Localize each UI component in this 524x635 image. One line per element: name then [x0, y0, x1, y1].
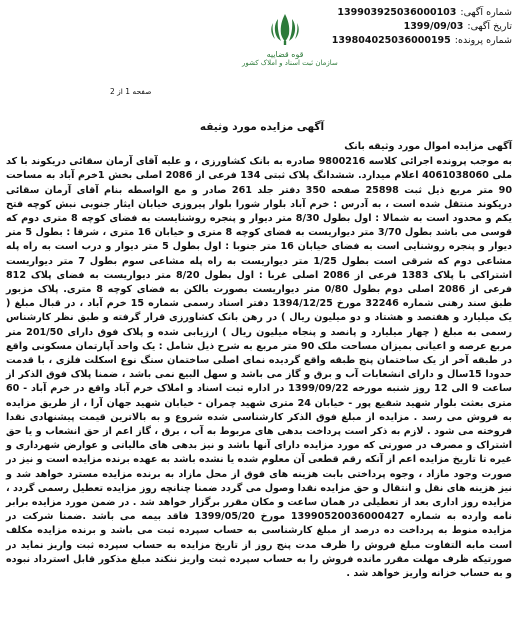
logo-caption-judiciary: قوه قضاییه: [266, 50, 304, 59]
notice-heading: آگهی مزایده اموال مورد وثیقه بانک: [344, 141, 512, 152]
page-number: صفحه 1 از 2: [110, 87, 152, 96]
notice-title: آگهی مزایده مورد وثیقه: [199, 121, 325, 133]
iran-emblem-icon: [265, 8, 305, 48]
logo-caption-registry: سازمان ثبت اسناد و املاک کشور: [242, 59, 338, 67]
file-number-label: شماره پرونده:: [454, 35, 512, 46]
ad-date-value: 1399/09/03: [403, 21, 464, 32]
ad-number-value: 139903925036000103: [337, 7, 457, 18]
file-number-value: 139804025036000195: [331, 35, 451, 46]
notice-body: به موجب پرونده اجرائی کلاسه 9800216 صادره به بانک کشاورزی ، و علیه آقای آرمان سقائی دریکوند با کد ملی 4061038060 اعلام میدارد. ششدانگ پلاک ثبتی 134 فرعی از 2086 اصلی بخش 1خرم آباد به مساحت 90 متر مربع ذیل ثبت 25898 صفحه 350 دفتر جلد 261 صادر و مع الواسطه بنام آقای آرمان سقائی دریکوند منتقل شده است ، به آدرس : خرم آباد بلوار شورا بلوار پیروزی خیابان ایثار جنوبی نبش کوچه فتح یکم و محدود است به شمالا : اول بطول 8/30 متر دیوار و پنجره روشنایست به فضای کوچه 8 متری دوم که قوسی می باشد بطول 3/70 متر دیواریست به فضای کوچه 8 متری و خیابان 16 متری ، شرقا : بطول 5 متر دیوار و پنجره روشنایی است به فضای خیابان 16 متر جنوبا : اول بطول 5 متر دیوار و درب است به راه پله مشاعی دوم که شرقی است بطول 1/25 متر دیواریست به راه پله مشاعی سوم بطول 7 متر دیواریست اشتراکی با پلاک 1383 فرعی از 2086 اصلی غربا : اول بطول 8/20 متر دیواریست به فضای پلاک 812 فرعی از 2086 اصلی دوم بطول 0/80 متر دیواریست بصورت بالکن به فضای کوچه 8 متری. پلاک مزبور طبق سند رهنی شماره 32246 مورخ 1394/12/25 دفتر اسناد رسمی شماره 15 خرم آباد ، در قبال مبلغ ( یک میلیارد و هفتصد و هشتاد و دو میلیون ریال ) در رهن بانک کشاورزی قرار گرفته و طبق نظر کارشناس رسمی به مبلغ ( چهار میلیارد و پانصد و پنجاه میلیون ریال ) ارزیابی شده و پلاک فوق دارای 201/50 متر مربع عرصه و اعیانی بمیزان مساحت ملک 90 متر مربع به شرح ذیل شامل : یک واحد آپارتمان مسکونی واقع در طبقه آخر از یک ساختمان پنج طبقه واقع گردیده نمای اصلی ساختمان سنگ نوع اسکلت فلزی ، با قدمت حدودا 15سال و دارای انشعابات آب و برق و گاز می باشد و سهل البیع نمی باشد ، ضمنا پلاک فوق الذکر از ساعت 9 الی 12 روز شنبه مورخه 1399/09/22 در اداره ثبت اسناد و املاک خرم آباد واقع در خرم آباد - 60 متری بعثت بلوار شهید شفیع پور - خیابان 24 متری شهید چمران - خیابان شهید جهان آرا ، از طریق مزایده به فروش می رسد . مزایده از مبلغ فوق الذکر کارشناسی شده شروع و به بالاترین قیمت پیشنهادی نقدا فروخته می شود . لازم به ذکر است پرداخت بدهی های مربوط به آب ، برق ، گاز اعم از حق انشعاب و یا حق اشتراک و مصرف در صورتی که مورد مزایده دارای آنها باشد و نیز بدهی های مالیاتی و عوارض شهرداری و غیره تا تاریخ مزایده اعم از آنکه رقم قطعی آن معلوم شده یا نشده باشد به عهده برنده مزایده است و نیز در صورت وجود مازاد ، وجوه پرداختی بابت هزینه های فوق از محل مازاد به برنده مزایده مسترد خواهد شد و نیز هزینه های نقل و انتقال و حق مزایده نقدا وصول می گردد ضمنا چنانچه روز مزایده تعطیل رسمی گردد ، مزایده روز اداری بعد از تعطیلی در همان ساعت و مکان مقرر برگزار خواهد شد . در ضمن مورد مزایده برابر نامه وارده به شماره 13990520036000427 مورخ 1399/05/20 فاقد بیمه می باشد .ضمنا شرکت در مزایده منوط به پرداخت ده درصد از مبلغ کارشناسی به حساب سپرده ثبت می باشد و برنده مزایده مکلف است مابه التفاوت مبلغ فروش را ظرف مدت پنج روز از تاریخ مزایده به حساب سپرده ثبت واریز نماید در صورتیکه ظرف مهلت مقرر مانده فروش را به حساب سپرده ثبت واریز ننکند مبلغ مذکور قابل استرداد نبوده و به حساب خزانه واریز خواهد شد .: [6, 156, 513, 580]
judiciary-logo: [242, 8, 338, 67]
notice-text: [6, 140, 512, 581]
ad-number-label: شماره آگهی:: [460, 7, 512, 18]
ad-date-label: تاریخ آگهی:: [467, 21, 512, 32]
